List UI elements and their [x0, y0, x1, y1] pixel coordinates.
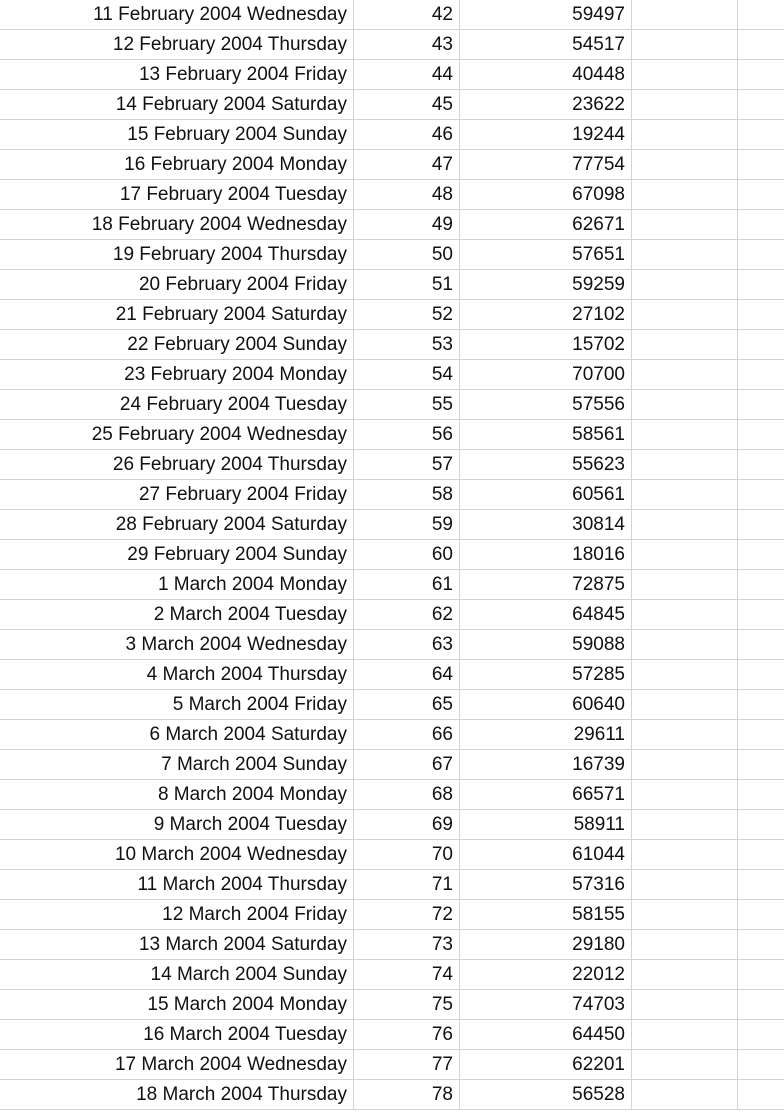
empty-cell[interactable]: [632, 930, 738, 960]
table-row: [0, 810, 784, 840]
empty-cell[interactable]: [738, 840, 784, 870]
value-cell[interactable]: 59497: [460, 0, 632, 30]
day-number-cell[interactable]: 42: [354, 0, 460, 30]
day-number-cell[interactable]: 75: [354, 990, 460, 1020]
value-cell[interactable]: 66571: [460, 780, 632, 810]
day-number-cell[interactable]: 61: [354, 570, 460, 600]
date-cell[interactable]: 27 February 2004 Friday: [0, 480, 354, 510]
empty-cell[interactable]: [632, 810, 738, 840]
empty-cell[interactable]: [738, 0, 784, 30]
empty-cell[interactable]: [738, 390, 784, 420]
day-number-cell[interactable]: 43: [354, 30, 460, 60]
table-row: [0, 960, 784, 990]
value-cell[interactable]: 16739: [460, 750, 632, 780]
day-number-cell[interactable]: 74: [354, 960, 460, 990]
day-number-cell[interactable]: 60: [354, 540, 460, 570]
empty-cell[interactable]: [632, 540, 738, 570]
table-row: [0, 450, 784, 480]
date-cell[interactable]: 9 March 2004 Tuesday: [0, 810, 354, 840]
date-cell[interactable]: 17 February 2004 Tuesday: [0, 180, 354, 210]
empty-cell[interactable]: [738, 1080, 784, 1110]
date-cell[interactable]: 4 March 2004 Thursday: [0, 660, 354, 690]
table-row: [0, 0, 784, 30]
date-cell[interactable]: 16 March 2004 Tuesday: [0, 1020, 354, 1050]
value-cell[interactable]: 58911: [460, 810, 632, 840]
value-cell[interactable]: 77754: [460, 150, 632, 180]
value-cell[interactable]: 72875: [460, 570, 632, 600]
value-cell[interactable]: 64845: [460, 600, 632, 630]
table-row: [0, 60, 784, 90]
table-row: [0, 840, 784, 870]
date-cell[interactable]: 12 March 2004 Friday: [0, 900, 354, 930]
empty-cell[interactable]: [738, 600, 784, 630]
day-number-cell[interactable]: 51: [354, 270, 460, 300]
table-row: [0, 360, 784, 390]
day-number-cell[interactable]: 64: [354, 660, 460, 690]
date-cell[interactable]: 23 February 2004 Monday: [0, 360, 354, 390]
value-cell[interactable]: 61044: [460, 840, 632, 870]
empty-cell[interactable]: [738, 540, 784, 570]
date-cell[interactable]: 24 February 2004 Tuesday: [0, 390, 354, 420]
value-cell[interactable]: 30814: [460, 510, 632, 540]
table-row: [0, 990, 784, 1020]
table-row: [0, 240, 784, 270]
empty-cell[interactable]: [632, 120, 738, 150]
date-cell[interactable]: 29 February 2004 Sunday: [0, 540, 354, 570]
value-cell[interactable]: 55623: [460, 450, 632, 480]
date-cell[interactable]: 28 February 2004 Saturday: [0, 510, 354, 540]
empty-cell[interactable]: [738, 810, 784, 840]
date-cell[interactable]: 14 March 2004 Sunday: [0, 960, 354, 990]
date-cell[interactable]: 3 March 2004 Wednesday: [0, 630, 354, 660]
day-number-cell[interactable]: 54: [354, 360, 460, 390]
day-number-cell[interactable]: 59: [354, 510, 460, 540]
table-row: [0, 1050, 784, 1080]
value-cell[interactable]: 57556: [460, 390, 632, 420]
empty-cell[interactable]: [632, 900, 738, 930]
empty-cell[interactable]: [632, 570, 738, 600]
empty-cell[interactable]: [632, 600, 738, 630]
value-cell[interactable]: 40448: [460, 60, 632, 90]
day-number-cell[interactable]: 57: [354, 450, 460, 480]
date-cell[interactable]: 22 February 2004 Sunday: [0, 330, 354, 360]
table-row: [0, 660, 784, 690]
date-cell[interactable]: 17 March 2004 Wednesday: [0, 1050, 354, 1080]
table-row: [0, 420, 784, 450]
table-row: [0, 30, 784, 60]
empty-cell[interactable]: [632, 1080, 738, 1110]
empty-cell[interactable]: [738, 750, 784, 780]
value-cell[interactable]: 18016: [460, 540, 632, 570]
date-cell[interactable]: 14 February 2004 Saturday: [0, 90, 354, 120]
value-cell[interactable]: 60561: [460, 480, 632, 510]
day-number-cell[interactable]: 45: [354, 90, 460, 120]
date-cell[interactable]: 11 March 2004 Thursday: [0, 870, 354, 900]
date-cell[interactable]: 5 March 2004 Friday: [0, 690, 354, 720]
value-cell[interactable]: 74703: [460, 990, 632, 1020]
date-cell[interactable]: 1 March 2004 Monday: [0, 570, 354, 600]
day-number-cell[interactable]: 48: [354, 180, 460, 210]
value-cell[interactable]: 58561: [460, 420, 632, 450]
empty-cell[interactable]: [632, 30, 738, 60]
empty-cell[interactable]: [738, 480, 784, 510]
empty-cell[interactable]: [738, 780, 784, 810]
empty-cell[interactable]: [738, 1020, 784, 1050]
date-cell[interactable]: 16 February 2004 Monday: [0, 150, 354, 180]
empty-cell[interactable]: [632, 300, 738, 330]
value-cell[interactable]: 60640: [460, 690, 632, 720]
empty-cell[interactable]: [632, 660, 738, 690]
value-cell[interactable]: 22012: [460, 960, 632, 990]
empty-cell[interactable]: [738, 120, 784, 150]
table-row: [0, 480, 784, 510]
value-cell[interactable]: 19244: [460, 120, 632, 150]
value-cell[interactable]: 23622: [460, 90, 632, 120]
value-cell[interactable]: 29180: [460, 930, 632, 960]
empty-cell[interactable]: [632, 510, 738, 540]
value-cell[interactable]: 54517: [460, 30, 632, 60]
empty-cell[interactable]: [632, 90, 738, 120]
value-cell[interactable]: 29611: [460, 720, 632, 750]
empty-cell[interactable]: [632, 450, 738, 480]
value-cell[interactable]: 56528: [460, 1080, 632, 1110]
day-number-cell[interactable]: 63: [354, 630, 460, 660]
day-number-cell[interactable]: 56: [354, 420, 460, 450]
table-row: [0, 900, 784, 930]
day-number-cell[interactable]: 73: [354, 930, 460, 960]
table-row: [0, 600, 784, 630]
day-number-cell[interactable]: 62: [354, 600, 460, 630]
empty-cell[interactable]: [738, 300, 784, 330]
empty-cell[interactable]: [738, 720, 784, 750]
empty-cell[interactable]: [632, 330, 738, 360]
date-cell[interactable]: 25 February 2004 Wednesday: [0, 420, 354, 450]
day-number-cell[interactable]: 46: [354, 120, 460, 150]
empty-cell[interactable]: [738, 60, 784, 90]
date-cell[interactable]: 11 February 2004 Wednesday: [0, 0, 354, 30]
day-number-cell[interactable]: 52: [354, 300, 460, 330]
value-cell[interactable]: 57285: [460, 660, 632, 690]
empty-cell[interactable]: [738, 510, 784, 540]
table-row: [0, 1080, 784, 1110]
table-row: [0, 330, 784, 360]
day-number-cell[interactable]: 66: [354, 720, 460, 750]
empty-cell[interactable]: [738, 960, 784, 990]
empty-cell[interactable]: [738, 870, 784, 900]
day-number-cell[interactable]: 58: [354, 480, 460, 510]
date-cell[interactable]: 13 March 2004 Saturday: [0, 930, 354, 960]
empty-cell[interactable]: [738, 240, 784, 270]
table-row: [0, 720, 784, 750]
empty-cell[interactable]: [632, 0, 738, 30]
day-number-cell[interactable]: 70: [354, 840, 460, 870]
day-number-cell[interactable]: 50: [354, 240, 460, 270]
day-number-cell[interactable]: 71: [354, 870, 460, 900]
value-cell[interactable]: 62671: [460, 210, 632, 240]
table-row: [0, 630, 784, 660]
empty-cell[interactable]: [632, 690, 738, 720]
table-row: [0, 90, 784, 120]
empty-cell[interactable]: [632, 780, 738, 810]
day-number-cell[interactable]: 76: [354, 1020, 460, 1050]
table-row: [0, 930, 784, 960]
empty-cell[interactable]: [738, 570, 784, 600]
date-cell[interactable]: 6 March 2004 Saturday: [0, 720, 354, 750]
empty-cell[interactable]: [632, 1050, 738, 1080]
empty-cell[interactable]: [632, 630, 738, 660]
table-row: [0, 210, 784, 240]
value-cell[interactable]: 59259: [460, 270, 632, 300]
table-row: [0, 270, 784, 300]
value-cell[interactable]: 15702: [460, 330, 632, 360]
date-cell[interactable]: 15 March 2004 Monday: [0, 990, 354, 1020]
empty-cell[interactable]: [738, 660, 784, 690]
empty-cell[interactable]: [738, 330, 784, 360]
day-number-cell[interactable]: 49: [354, 210, 460, 240]
table-row: [0, 390, 784, 420]
table-row: [0, 120, 784, 150]
empty-cell[interactable]: [738, 180, 784, 210]
value-cell[interactable]: 59088: [460, 630, 632, 660]
empty-cell[interactable]: [632, 210, 738, 240]
day-number-cell[interactable]: 72: [354, 900, 460, 930]
table-row: [0, 300, 784, 330]
empty-cell[interactable]: [738, 150, 784, 180]
empty-cell[interactable]: [738, 90, 784, 120]
table-row: [0, 750, 784, 780]
empty-cell[interactable]: [738, 930, 784, 960]
empty-cell[interactable]: [738, 360, 784, 390]
table-row: [0, 510, 784, 540]
empty-cell[interactable]: [738, 1050, 784, 1080]
value-cell[interactable]: 57316: [460, 870, 632, 900]
value-cell[interactable]: 57651: [460, 240, 632, 270]
date-cell[interactable]: 10 March 2004 Wednesday: [0, 840, 354, 870]
table-row: [0, 1020, 784, 1050]
date-cell[interactable]: 13 February 2004 Friday: [0, 60, 354, 90]
empty-cell[interactable]: [632, 870, 738, 900]
day-number-cell[interactable]: 53: [354, 330, 460, 360]
day-number-cell[interactable]: 67: [354, 750, 460, 780]
table-row: [0, 150, 784, 180]
table-row: [0, 870, 784, 900]
date-cell[interactable]: 19 February 2004 Thursday: [0, 240, 354, 270]
date-cell[interactable]: 12 February 2004 Thursday: [0, 30, 354, 60]
empty-cell[interactable]: [738, 450, 784, 480]
day-number-cell[interactable]: 77: [354, 1050, 460, 1080]
date-cell[interactable]: 7 March 2004 Sunday: [0, 750, 354, 780]
empty-cell[interactable]: [632, 150, 738, 180]
empty-cell[interactable]: [632, 390, 738, 420]
date-cell[interactable]: 8 March 2004 Monday: [0, 780, 354, 810]
empty-cell[interactable]: [632, 60, 738, 90]
day-number-cell[interactable]: 47: [354, 150, 460, 180]
empty-cell[interactable]: [738, 270, 784, 300]
table-row: [0, 690, 784, 720]
empty-cell[interactable]: [632, 180, 738, 210]
empty-cell[interactable]: [632, 360, 738, 390]
value-cell[interactable]: 64450: [460, 1020, 632, 1050]
value-cell[interactable]: 70700: [460, 360, 632, 390]
date-cell[interactable]: 2 March 2004 Tuesday: [0, 600, 354, 630]
table-row: [0, 780, 784, 810]
day-number-cell[interactable]: 68: [354, 780, 460, 810]
date-cell[interactable]: 20 February 2004 Friday: [0, 270, 354, 300]
empty-cell[interactable]: [738, 630, 784, 660]
date-cell[interactable]: 18 March 2004 Thursday: [0, 1080, 354, 1110]
empty-cell[interactable]: [632, 750, 738, 780]
empty-cell[interactable]: [632, 840, 738, 870]
value-cell[interactable]: 67098: [460, 180, 632, 210]
table-row: [0, 540, 784, 570]
date-cell[interactable]: 26 February 2004 Thursday: [0, 450, 354, 480]
table-row: [0, 570, 784, 600]
empty-cell[interactable]: [738, 420, 784, 450]
date-cell[interactable]: 15 February 2004 Sunday: [0, 120, 354, 150]
day-number-cell[interactable]: 78: [354, 1080, 460, 1110]
date-cell[interactable]: 18 February 2004 Wednesday: [0, 210, 354, 240]
day-number-cell[interactable]: 44: [354, 60, 460, 90]
empty-cell[interactable]: [632, 960, 738, 990]
empty-cell[interactable]: [632, 1020, 738, 1050]
empty-cell[interactable]: [632, 480, 738, 510]
value-cell[interactable]: 62201: [460, 1050, 632, 1080]
empty-cell[interactable]: [738, 900, 784, 930]
empty-cell[interactable]: [632, 990, 738, 1020]
day-number-cell[interactable]: 69: [354, 810, 460, 840]
empty-cell[interactable]: [632, 270, 738, 300]
empty-cell[interactable]: [632, 240, 738, 270]
date-cell[interactable]: 21 February 2004 Saturday: [0, 300, 354, 330]
empty-cell[interactable]: [632, 720, 738, 750]
empty-cell[interactable]: [632, 420, 738, 450]
empty-cell[interactable]: [738, 30, 784, 60]
value-cell[interactable]: 27102: [460, 300, 632, 330]
empty-cell[interactable]: [738, 210, 784, 240]
table-row: [0, 180, 784, 210]
empty-cell[interactable]: [738, 990, 784, 1020]
value-cell[interactable]: 58155: [460, 900, 632, 930]
day-number-cell[interactable]: 65: [354, 690, 460, 720]
day-number-cell[interactable]: 55: [354, 390, 460, 420]
empty-cell[interactable]: [738, 690, 784, 720]
